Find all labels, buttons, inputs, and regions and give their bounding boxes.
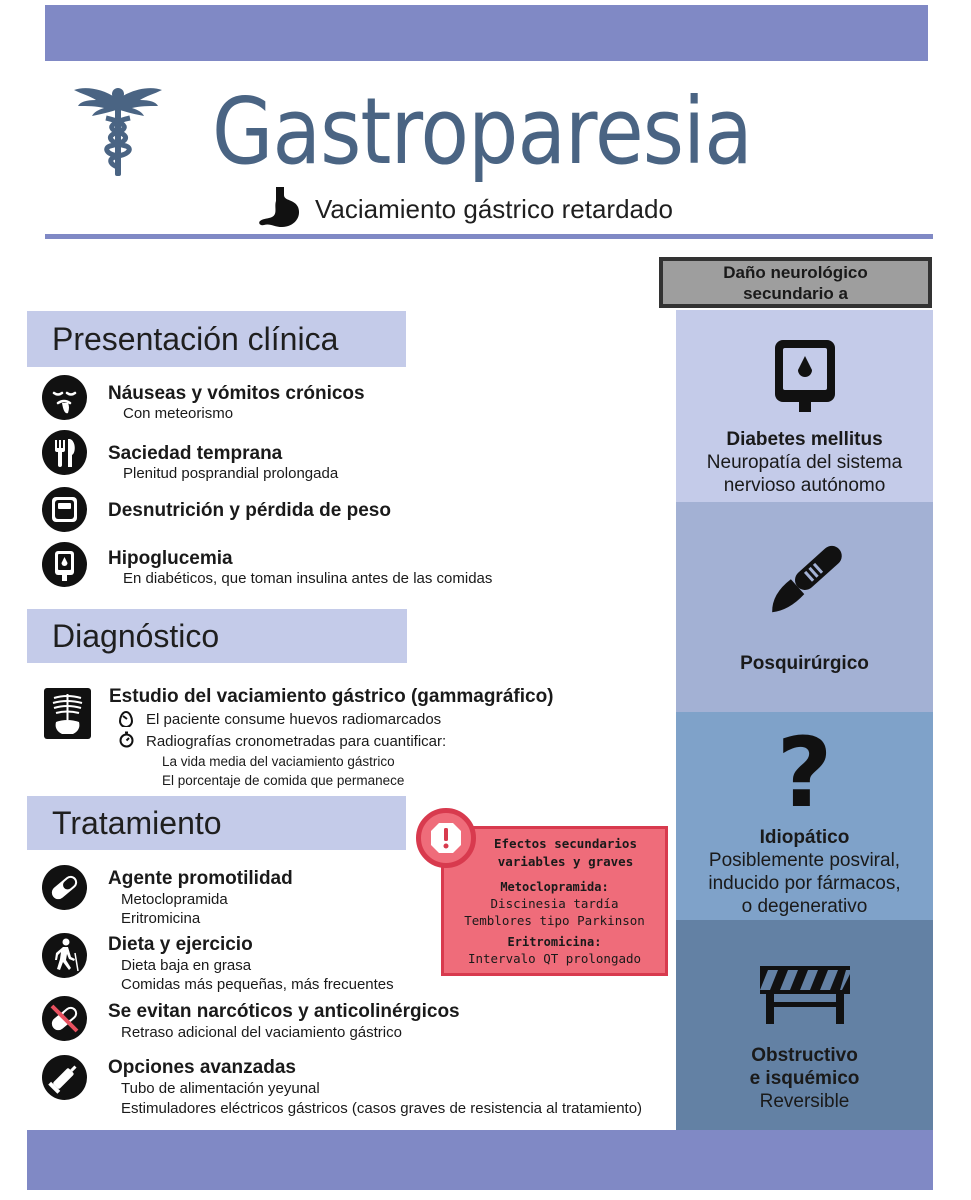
drug-effect: Discinesia tardía <box>490 896 619 911</box>
diagnosis-title: Estudio del vaciamiento gástrico (gammagráfico) <box>109 686 554 707</box>
cause-title: Diabetes mellitus <box>726 429 883 450</box>
cause-obstructive <box>676 920 933 1130</box>
walking-person-icon <box>42 933 87 978</box>
diagnosis-step: Radiografías cronometradas para cuantificar: <box>146 733 447 750</box>
question-mark-icon: ? <box>776 717 833 829</box>
syringe-icon <box>42 1055 87 1100</box>
item-subtitle: Eritromicina <box>121 910 201 927</box>
section-title: Tratamiento <box>52 804 222 841</box>
section-diagnosis <box>27 609 407 663</box>
item-subtitle: Plenitud posprandial prolongada <box>123 465 339 482</box>
section-treatment <box>27 796 406 850</box>
item-subtitle: Retraso adicional del vaciamiento gástrico <box>121 1024 402 1041</box>
pill-icon <box>42 865 87 910</box>
side-effects-box <box>441 826 668 976</box>
causes-heading: secundario a <box>743 283 848 303</box>
item-subtitle: Tubo de alimentación yeyunal <box>121 1080 320 1097</box>
item-subtitle: Con meteorismo <box>123 405 234 422</box>
stopwatch-icon <box>118 731 135 748</box>
fork-knife-icon <box>42 430 87 475</box>
item-subtitle: Comidas más pequeñas, más frecuentes <box>121 976 394 993</box>
cause-title: Posquirúrgico <box>740 653 869 674</box>
nausea-face-icon <box>42 375 87 420</box>
cause-diabetes <box>676 310 933 502</box>
cause-postsurgical <box>676 502 933 712</box>
diagnosis-step: El paciente consume huevos radiomarcados <box>146 711 442 728</box>
drug-effect: Intervalo QT prolongado <box>467 951 642 966</box>
cause-subtitle: nervioso autónomo <box>723 475 886 496</box>
stomach-icon <box>258 185 302 229</box>
cause-title: Idiopático <box>759 827 850 848</box>
item-subtitle: Metoclopramida <box>121 891 228 908</box>
scale-icon <box>42 487 87 532</box>
page-title: Gastroparesia <box>212 78 752 185</box>
scalpel-icon <box>757 534 853 626</box>
item-title: Náuseas y vómitos crónicos <box>108 383 365 404</box>
item-title: Saciedad temprana <box>108 443 283 464</box>
drug-effect: Temblores tipo Parkinson <box>464 913 645 928</box>
cause-subtitle: Neuropatía del sistema <box>706 452 903 473</box>
egg-icon <box>118 710 134 727</box>
cause-subtitle: Reversible <box>759 1091 850 1112</box>
cause-idiopathic <box>676 712 933 920</box>
side-effects-heading: Efectos secundarios <box>494 836 637 851</box>
drug-name: Metoclopramida: <box>500 880 609 894</box>
item-subtitle: Estimuladores eléctricos gástricos (casos graves de resistencia al tratamiento) <box>121 1100 643 1117</box>
item-subtitle: En diabéticos, que toman insulina antes de las comidas <box>123 570 493 587</box>
item-title: Hipoglucemia <box>108 548 233 569</box>
barrier-icon <box>758 964 852 1026</box>
diagnosis-measure: La vida media del vaciamiento gástrico <box>162 754 395 769</box>
no-pill-icon <box>42 996 87 1041</box>
side-effects-heading: variables y graves <box>497 854 634 869</box>
alert-octagon-icon <box>416 808 476 868</box>
top-band <box>45 5 928 61</box>
item-title: Agente promotilidad <box>108 868 293 889</box>
cause-title: e isquémico <box>749 1068 860 1089</box>
item-title: Opciones avanzadas <box>108 1057 296 1078</box>
xray-icon <box>44 688 91 739</box>
cause-title: Obstructivo <box>751 1045 858 1066</box>
diagnosis-measure: El porcentaje de comida que permanece <box>162 773 405 788</box>
causes-header <box>659 257 932 308</box>
item-title: Dieta y ejercicio <box>108 934 253 955</box>
causes-heading: Daño neurológico <box>723 262 868 282</box>
section-title: Presentación clínica <box>52 320 339 357</box>
section-presentation <box>27 311 406 367</box>
bottom-band <box>27 1130 933 1190</box>
cause-subtitle: o degenerativo <box>741 896 868 917</box>
glucometer-icon <box>773 338 837 414</box>
subtitle: Vaciamiento gástrico retardado <box>315 194 673 224</box>
item-title: Desnutrición y pérdida de peso <box>108 500 391 521</box>
drug-name: Eritromicina: <box>507 935 602 949</box>
caduceus-icon <box>72 84 164 178</box>
cause-subtitle: Posiblemente posviral, <box>708 850 901 871</box>
cause-subtitle: inducido por fármacos, <box>708 873 901 894</box>
item-title: Se evitan narcóticos y anticolinérgicos <box>108 1001 460 1022</box>
item-subtitle: Dieta baja en grasa <box>121 957 252 974</box>
section-title: Diagnóstico <box>52 617 220 654</box>
glucometer-icon <box>42 542 87 587</box>
title-divider <box>45 234 933 239</box>
